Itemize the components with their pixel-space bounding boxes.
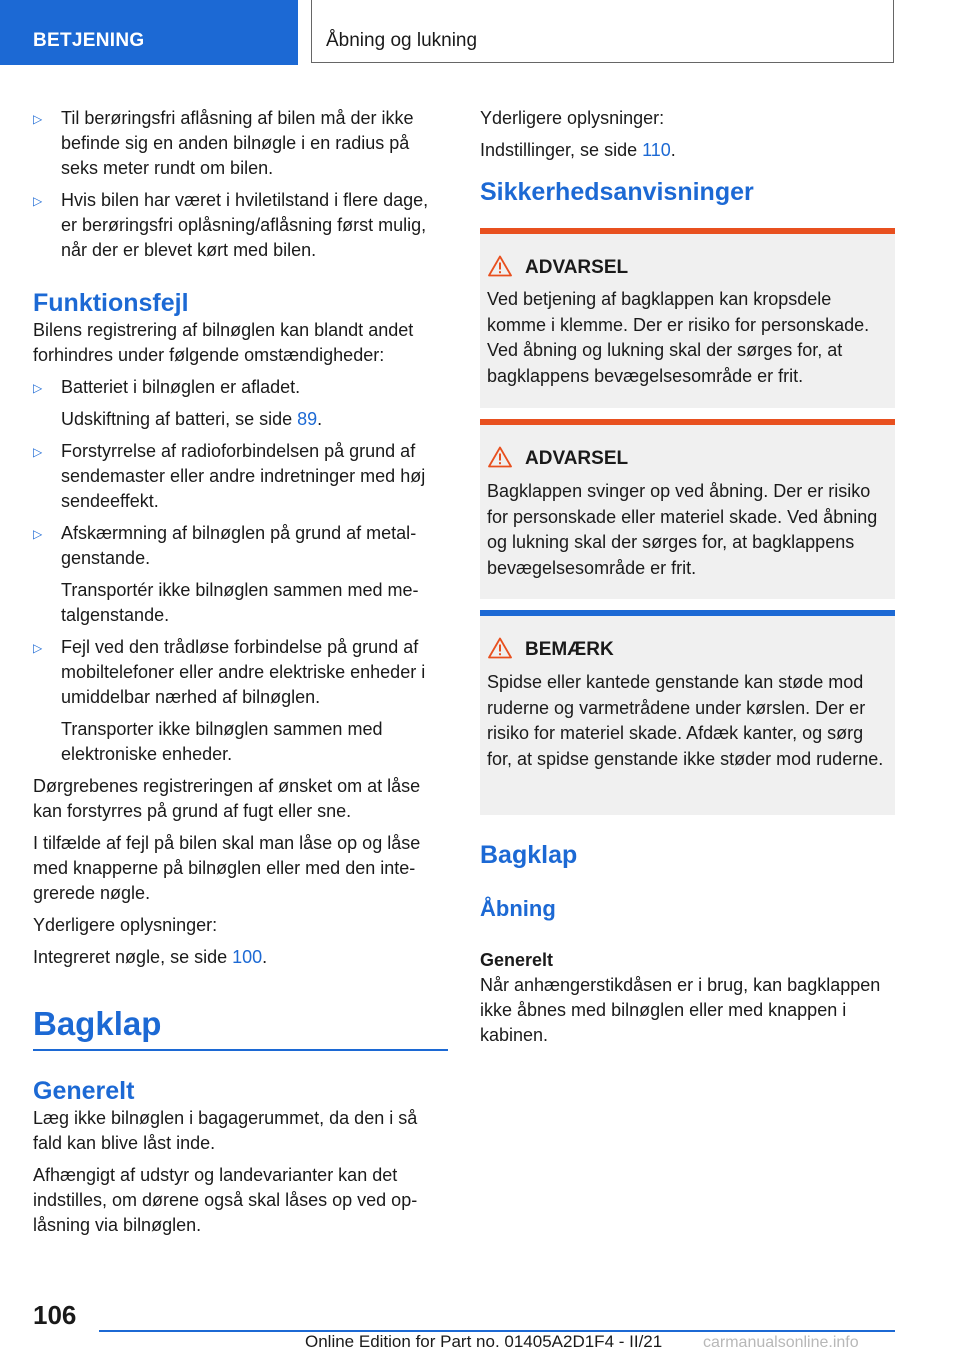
bullet-triangle-icon: ▷ bbox=[33, 194, 43, 208]
paragraph: Når anhængerstikdåsen er i brug, kan bagklappen ikke åbnes med bilnøglen eller med knappen i kabinen. bbox=[480, 975, 881, 1045]
paragraph: Yderligere oplysninger: bbox=[33, 915, 218, 935]
right-column-top bbox=[480, 106, 895, 207]
list-item: ▷ Til berøringsfri aflåsning af bilen må der ikke befinde sig en anden bilnøgle i en radius på seks meter rundt om bilen. bbox=[33, 108, 414, 178]
paragraph: Bilens registrering af bilnøglen kan blandt andet forhindres under følgende omstændigheder: bbox=[33, 320, 414, 365]
heading-generelt-right: Generelt bbox=[480, 950, 554, 970]
list-item: ▷ Batteriet i bilnøglen er afladet. bbox=[33, 377, 301, 397]
heading-bagklap: Bagklap bbox=[33, 1005, 162, 1042]
warning-bar bbox=[480, 228, 895, 234]
list-item: ▷ Hvis bilen har været i hviletilstand i flere dage, er berøringsfri oplåsning/aflåsning først mulig, når der er blevet kørt med bilen. bbox=[33, 190, 429, 260]
warning-box-1 bbox=[480, 228, 895, 408]
paragraph: Læg ikke bilnøglen i bagagerummet, da den i så fald kan blive låst inde. bbox=[33, 1107, 418, 1153]
bullet-triangle-icon: ▷ bbox=[33, 527, 43, 541]
bullet-triangle-icon: ▷ bbox=[33, 112, 43, 126]
note-title: BEMÆRK bbox=[525, 639, 614, 660]
warning-triangle-icon bbox=[488, 446, 512, 468]
list-item: ▷ Afskærmning af bilnøglen på grund af metalgenstande. bbox=[33, 523, 417, 568]
paragraph: Dørgrebenes registreringen af ønsket om at låse kan forstyrres på grund af fugt eller sne. bbox=[33, 776, 421, 821]
paragraph: Indstillinger, se side 110. bbox=[480, 140, 676, 160]
paragraph: Transporter ikke bilnøglen sammen med elektroniske enheder. bbox=[61, 719, 383, 764]
heading-funktionsfejl: Funktionsfejl bbox=[33, 289, 189, 317]
watermark: carmanualsonline.info bbox=[703, 1334, 859, 1351]
heading-sikkerhedsanvisninger: Sikkerhedsanvisninger bbox=[480, 178, 754, 206]
note-box bbox=[480, 610, 895, 815]
warning-body: Bagklappen svinger op ved åbning. Der er risiko for personskade eller materiel skade. Ved åbning og lukning skal der sørges for, at bagklappens bevægelsesområde er frit. bbox=[487, 481, 878, 578]
paragraph: Yderligere oplysninger: bbox=[480, 108, 665, 128]
warning-box-2 bbox=[480, 419, 895, 599]
right-column-bottom bbox=[480, 840, 895, 1055]
heading-generelt: Generelt bbox=[33, 1076, 135, 1105]
list-item: ▷ Fejl ved den trådløse forbindelse på grund af mobiltelefoner eller andre elektriske enheder i umiddelbar nærhed af bilnøglen. bbox=[33, 637, 426, 707]
page-link-110[interactable]: 110 bbox=[642, 140, 671, 160]
left-column bbox=[33, 106, 448, 1245]
header-section-tab bbox=[0, 0, 298, 65]
header-section: BETJENING bbox=[33, 30, 145, 51]
header-chapter-box bbox=[311, 0, 894, 63]
page-link-100[interactable]: 100 bbox=[232, 947, 263, 967]
heading-abning: Åbning bbox=[480, 896, 556, 921]
warning-triangle-icon bbox=[488, 255, 512, 277]
paragraph: Afhængigt af udstyr og landevarianter kan det indstilles, om dørene også skal låses op ved oplåsning via bilnøglen. bbox=[33, 1164, 418, 1235]
warning-triangle-icon bbox=[488, 637, 512, 659]
page-link-89[interactable]: 89 bbox=[297, 409, 318, 429]
warning-body: Ved betjening af bagklappen kan kropsdele komme i klemme. Der er risiko for personskade. Ved åbning og lukning skal der sørges for, at bagklappens bevægelsesområde er frit. bbox=[487, 289, 870, 386]
warning-title: ADVARSEL bbox=[525, 257, 629, 278]
warning-title: ADVARSEL bbox=[525, 448, 629, 469]
paragraph: Transportér ikke bilnøglen sammen med metalgenstande. bbox=[61, 580, 419, 625]
paragraph: Integreret nøgle, se side 100. bbox=[33, 947, 268, 967]
bullet-triangle-icon: ▷ bbox=[33, 445, 43, 459]
note-body: Spidse eller kantede genstande kan støde mod ruderne og varmetrådene under kørslen. Der er risiko for materiel skade. Afdæk kanter, og sørg for, at spidse genstande ikke støder mod ruderne. bbox=[487, 672, 884, 769]
bullet-triangle-icon: ▷ bbox=[33, 381, 43, 395]
paragraph: Udskiftning af batteri, se side 89. bbox=[61, 409, 323, 429]
paragraph: I tilfælde af fejl på bilen skal man låse op og låse med knapperne på bilnøglen eller med den integrerede nøgle. bbox=[33, 833, 421, 903]
heading-bagklap-right: Bagklap bbox=[480, 841, 578, 869]
warning-bar bbox=[480, 419, 895, 425]
page-number: 106 bbox=[33, 1300, 77, 1330]
list-item: ▷ Forstyrrelse af radioforbindelsen på grund af sendemaster eller andre indretninger med høj sendeeffekt. bbox=[33, 441, 426, 511]
heading-rule bbox=[33, 1049, 448, 1051]
bullet-triangle-icon: ▷ bbox=[33, 641, 43, 655]
footer-edition: Online Edition for Part no. 01405A2D1F4 - II/21 bbox=[305, 1332, 663, 1351]
header-chapter: Åbning og lukning bbox=[326, 30, 478, 51]
note-bar bbox=[480, 610, 895, 616]
